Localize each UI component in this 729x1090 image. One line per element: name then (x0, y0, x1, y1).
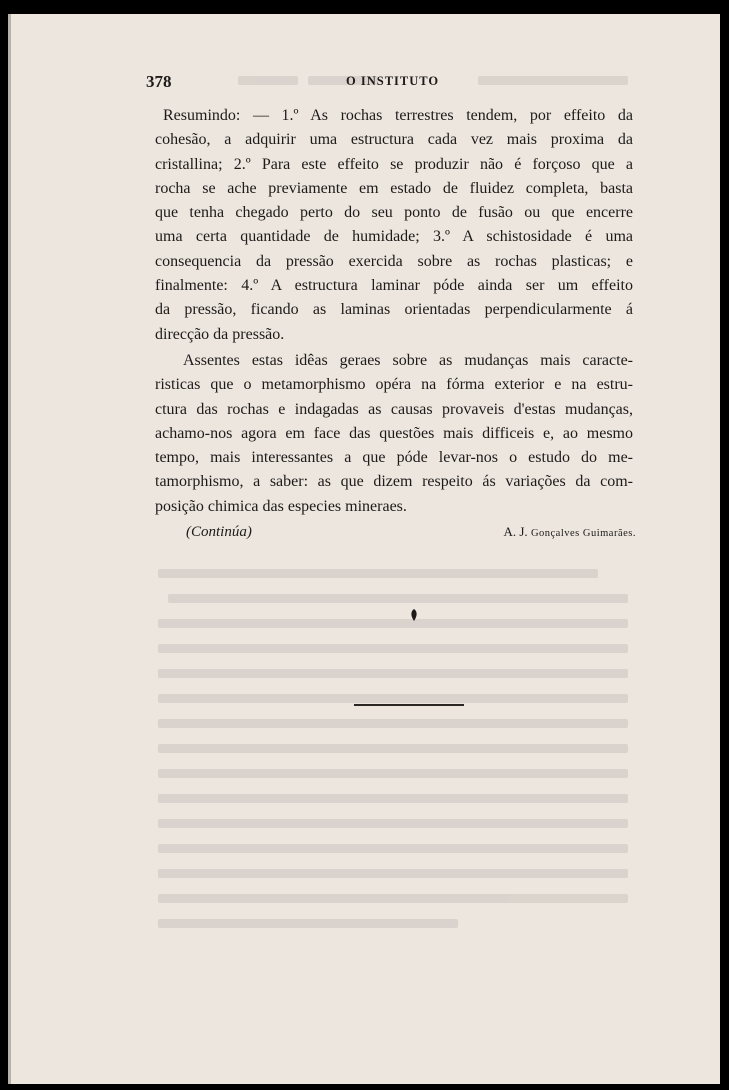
continua-note: (Continúa) (186, 524, 252, 540)
text-line: uma certa quantidade de humidade; 3.º A schistosidade é uma (155, 228, 633, 246)
byline (186, 524, 636, 546)
text-line: que tenha chegado perto do seu ponto de fusão ou que encerre (155, 204, 633, 222)
text-line: Assentes estas idêas geraes sobre as mudanças mais caracte- (183, 351, 633, 369)
text-line: cristallina; 2.º Para este effeito se produzir não é forçoso que a (155, 155, 633, 173)
text-line: posição chimica das especies mineraes. (155, 497, 407, 515)
running-title: O INSTITUTO (346, 74, 440, 88)
author-surname: Gonçalves Guimarães. (530, 528, 636, 539)
text-line: da pressão, ficando as laminas orientadas perpendicularmente á (155, 301, 633, 319)
page (8, 14, 720, 1084)
text-line: tamorphismo, a saber: as que dizem respeito ás variações da com- (155, 473, 633, 491)
text-line: risticas que o metamorphismo opéra na fórma exterior e na estru- (155, 376, 633, 394)
text-line: tempo, mais interessantes a que póde levar-nos o estudo do me- (155, 449, 633, 467)
text-line: rocha se ache previamente em estado de fluidez completa, basta (155, 179, 633, 197)
text-line: direcção da pressão. (155, 325, 285, 343)
text-line: cohesão, a adquirir uma estructura cada vez mais proxima da (155, 131, 633, 149)
author-initials: A. J. (503, 524, 531, 539)
section-rule (354, 704, 464, 706)
author-name (503, 524, 636, 540)
paragraph-metamorphism (155, 349, 633, 519)
text-line: ctura das rochas e indagadas as causas provaveis d'estas mudanças, (155, 400, 633, 418)
text-line: consequencia da pressão exercida sobre as rochas plasticas; e (155, 252, 633, 270)
text-line: achamo-nos agora em face das questões mais difficeis e, ao mesmo (155, 424, 633, 442)
text-line: Resumindo: — 1.º As rochas terrestres tendem, por effeito da (163, 107, 633, 124)
body-text (155, 104, 633, 519)
text-line: finalmente: 4.º A estructura laminar póde ainda ser um effeito (155, 277, 633, 295)
paragraph-summary (155, 104, 633, 347)
page-number: 378 (146, 72, 172, 91)
ornament-icon (409, 608, 419, 622)
